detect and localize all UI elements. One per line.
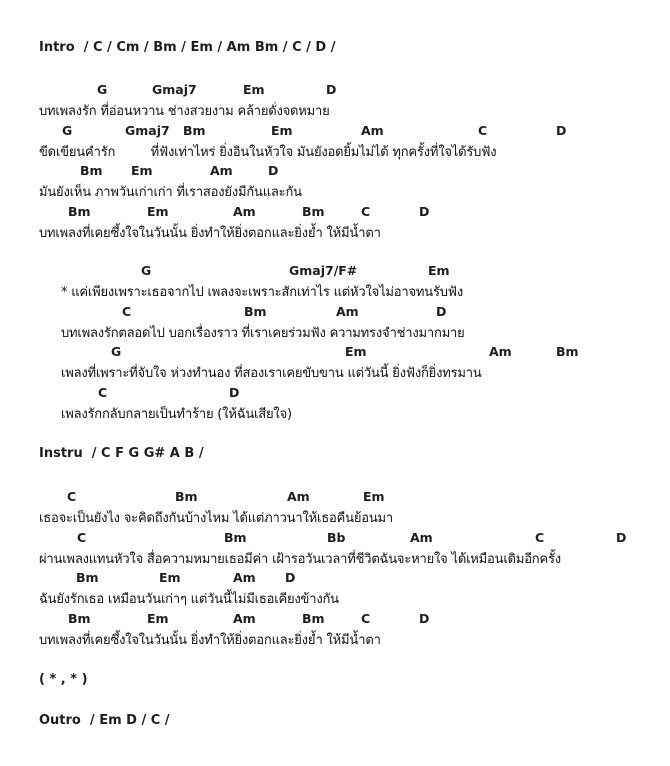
chord-row bbox=[0, 385, 670, 401]
chord: Em bbox=[271, 122, 293, 138]
chord: Em bbox=[147, 610, 169, 626]
chord: Gmaj7 bbox=[125, 122, 170, 138]
chord: Am bbox=[287, 489, 310, 504]
chord: Bm bbox=[80, 163, 103, 178]
lyric-line: ขีดเขียนคำรัก ที่ฟังเท่าไหร่ ยิ่งอินในหัวใจ มันยังอดยิ้มไม่ได้ ทุกครั้งที่ใจได้รับฟัง bbox=[39, 144, 497, 160]
chord: Am bbox=[233, 610, 256, 626]
chord-row bbox=[0, 570, 670, 586]
chord: Em bbox=[345, 344, 367, 359]
chord-row bbox=[0, 344, 670, 360]
outro-heading: Outro / Em D / C / bbox=[39, 713, 170, 728]
chord: Am bbox=[233, 203, 256, 219]
chord-row bbox=[0, 82, 670, 98]
chord: D bbox=[229, 384, 240, 400]
chord: Am bbox=[210, 163, 233, 178]
chord: Bm bbox=[302, 203, 325, 219]
chord-row bbox=[0, 163, 670, 179]
intro-heading: Intro / C / Cm / Bm / Em / Am Bm / C / D / bbox=[39, 40, 336, 55]
chord: Gmaj7/F# bbox=[289, 263, 358, 278]
lyric-line: เธอจะเป็นยังไง จะคิดถึงกันบ้างไหม ได้แต่ภาวนาให้เธอคืนย้อนมา bbox=[39, 511, 393, 526]
chord: Gmaj7 bbox=[152, 82, 197, 97]
chord: G bbox=[141, 263, 152, 278]
chord: Bm bbox=[183, 122, 206, 138]
chord: D bbox=[419, 610, 430, 626]
chord: Bm bbox=[302, 610, 325, 626]
chord: Em bbox=[428, 263, 450, 278]
chord: G bbox=[97, 82, 108, 97]
chord-row bbox=[0, 123, 670, 139]
chord: G bbox=[111, 344, 122, 359]
chord: G bbox=[62, 122, 73, 138]
chord: Bm bbox=[76, 570, 99, 585]
chord-row bbox=[0, 204, 670, 220]
chord: Am bbox=[361, 122, 384, 138]
lyric-line: ผ่านเพลงแทนหัวใจ สื่อความหมายเธอมีค่า เฝ้ารอวันเวลาที่ชีวิตฉันจะหายใจ ได้เหมือนเดิมอีกครั้ง bbox=[39, 551, 561, 567]
chord: D bbox=[616, 529, 627, 545]
lyric-line: บทเพลงที่เคยซึ้งใจในวันนั้น ยิ่งทำให้ยิ่งตอกและยิ่งย้ำ ให้มีน้ำตา bbox=[39, 225, 381, 241]
instru-heading: Instru / C F G G# A B / bbox=[39, 446, 204, 461]
chord: C bbox=[478, 122, 488, 138]
chord: C bbox=[67, 489, 77, 504]
chord: Bm bbox=[68, 610, 91, 626]
lyric-line: มันยังเห็น ภาพวันเก่าเก่า ที่เราสองยังมีกันและกัน bbox=[39, 185, 302, 200]
lyric-line: บทเพลงรักตลอดไป บอกเรื่องราว ที่เราเคยร่วมฟัง ความทรงจำช่างมากมาย bbox=[61, 325, 465, 341]
chord: C bbox=[361, 610, 371, 626]
chord: C bbox=[77, 529, 87, 545]
chord: D bbox=[556, 122, 567, 138]
chord-row bbox=[0, 304, 670, 320]
chord: Bm bbox=[175, 489, 198, 504]
chord: Em bbox=[243, 82, 265, 97]
chord: C bbox=[535, 529, 545, 545]
chord: Am bbox=[336, 303, 359, 319]
repeat-marker: ( * , * ) bbox=[39, 672, 88, 687]
chord: D bbox=[326, 82, 337, 97]
chord: D bbox=[285, 570, 296, 585]
lyric-line: บทเพลงรัก ที่อ่อนหวาน ช่างสวยงาม คล้ายดั่งจดหมาย bbox=[39, 104, 330, 119]
chord: C bbox=[122, 303, 132, 319]
chord: D bbox=[419, 203, 430, 219]
chord: Am bbox=[489, 344, 512, 359]
chord: Bb bbox=[327, 529, 346, 545]
chord: Am bbox=[233, 570, 256, 585]
chord-row bbox=[0, 611, 670, 627]
chord: Em bbox=[159, 570, 181, 585]
chord: Em bbox=[131, 163, 153, 178]
lyric-line: เพลงรักกลับกลายเป็นทำร้าย (ให้ฉันเสียใจ) bbox=[61, 406, 292, 422]
chord: D bbox=[268, 163, 279, 178]
chord-row bbox=[0, 530, 670, 546]
chord: Bm bbox=[224, 529, 247, 545]
chord: Bm bbox=[68, 203, 91, 219]
chord: Bm bbox=[244, 303, 267, 319]
lyric-line: * แค่เพียงเพราะเธอจากไป เพลงจะเพราะสักเท่าไร แต่หัวใจไม่อาจทนรับฟัง bbox=[61, 285, 463, 300]
chord: Am bbox=[410, 529, 433, 545]
chord: Em bbox=[147, 203, 169, 219]
chord: D bbox=[436, 303, 447, 319]
lyric-line: ฉันยังรักเธอ เหมือนวันเก่าๆ แต่วันนี้ไม่มีเธอเคียงข้างกัน bbox=[39, 592, 339, 607]
chord: C bbox=[98, 384, 108, 400]
chord: C bbox=[361, 203, 371, 219]
chord: Bm bbox=[556, 344, 579, 359]
chord-row bbox=[0, 263, 670, 279]
lyric-line: เพลงที่เพราะที่จับใจ ห่วงทำนอง ที่สองเราเคยขับขาน แต่วันนี้ ยิ่งฟังก็ยิ่งทรมาน bbox=[61, 366, 482, 381]
lyric-line: บทเพลงที่เคยซึ้งใจในวันนั้น ยิ่งทำให้ยิ่งตอกและยิ่งย้ำ ให้มีน้ำตา bbox=[39, 632, 381, 648]
chord: Em bbox=[363, 489, 385, 504]
chord-row bbox=[0, 489, 670, 505]
